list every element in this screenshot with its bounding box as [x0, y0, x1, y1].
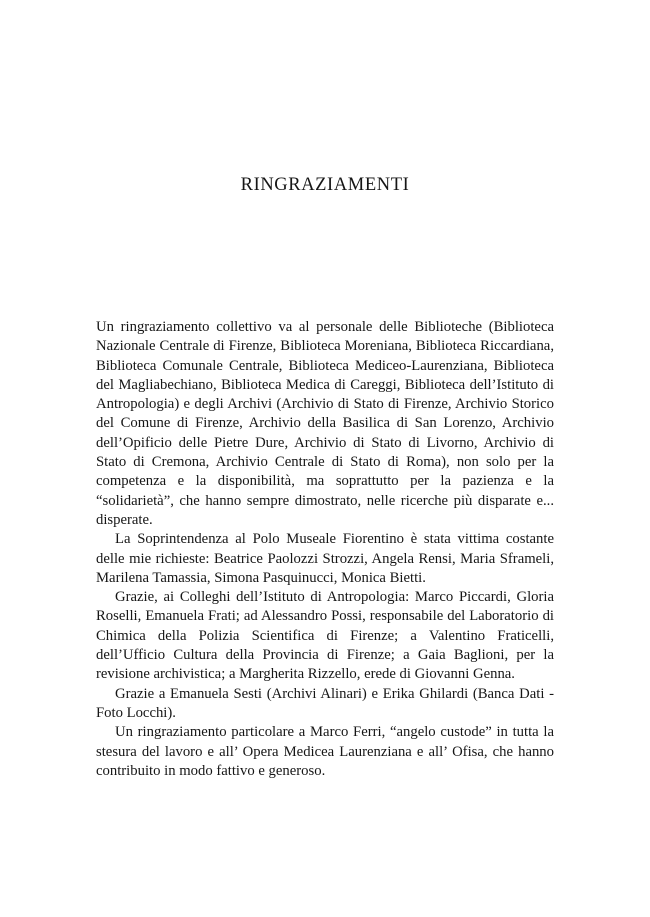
paragraph-photo-archives: Grazie a Emanuela Sesti (Archivi Alinari) e Erika Ghilardi (Banca Dati - Foto Locchi).: [96, 685, 554, 721]
page-title: RINGRAZIAMENTI: [240, 175, 410, 195]
paragraph-soprintendenza: La Soprintendenza al Polo Museale Fiorentino è stata vittima costante delle mie richieste: Beatrice Paolozzi Strozzi, Angela Rensi, Maria Sframeli, Marilena Tamassia, Simona Pasquinucci, Monica Bietti.: [96, 531, 554, 586]
paragraph-special-thanks: Un ringraziamento particolare a Marco Ferri, “angelo custode” in tutta la stesura del lavoro e all’ Opera Medicea Laurenziana e all’ Ofisa, che hanno contribuito in modo fattivo e generoso.: [96, 724, 554, 779]
paragraph-colleagues: Grazie, ai Colleghi dell’Istituto di Antropologia: Marco Piccardi, Gloria Roselli, Emanuela Frati; ad Alessandro Possi, responsabile del Laboratorio di Chimica della Polizia Scientifica di Firenze; a Valentino Fraticelli, dell’Ufficio Cultura della Provincia di Firenze; a Gaia Baglioni, per la revisione archivistica; a Margherita Rizzello, erede di Giovanni Genna.: [96, 589, 554, 683]
acknowledgements-text: [96, 318, 554, 781]
paragraph-libraries-archives: Un ringraziamento collettivo va al personale delle Biblioteche (Biblioteca Nazionale Centrale di Firenze, Biblioteca Moreniana, Biblioteca Riccardiana, Biblioteca Comunale Centrale, Biblioteca Mediceo-Laurenziana, Biblioteca del Magliabechiano, Biblioteca Medica di Careggi, Biblioteca dell’Istituto di Antropologia) e degli Archivi (Archivio di Stato di Firenze, Archivio Storico del Comune di Firenze, Archivio della Basilica di San Lorenzo, Archivio dell’Opificio delle Pietre Dure, Archivio di Stato di Livorno, Archivio di Stato di Cremona, Archivio Centrale di Stato di Roma), non solo per la competenza e la disponibilità, ma soprattutto per la pazienza e la “solidarietà”, che hanno sempre dimostrato, nelle ricerche più disparate e... disperate.: [96, 319, 554, 528]
